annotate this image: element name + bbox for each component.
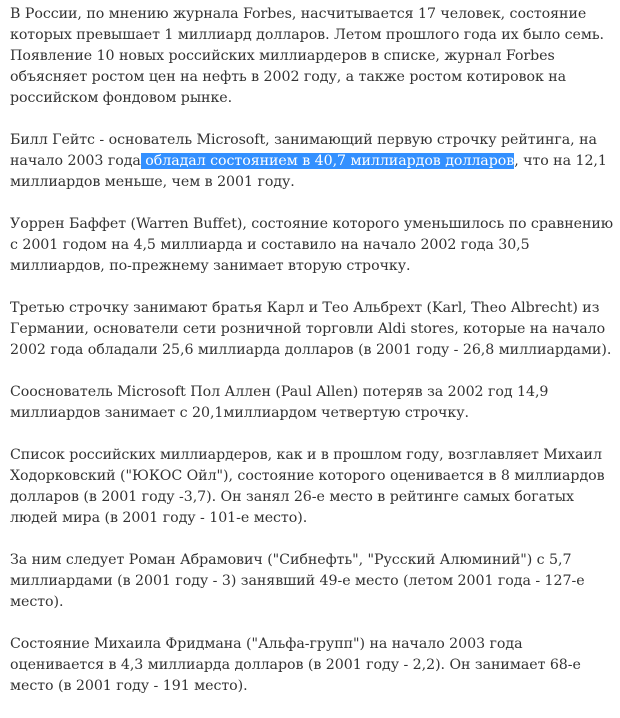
paragraph-paul-allen: Сооснователь Microsoft Пол Аллен (Paul Allen) потеряв за 2002 год 14,9 миллиардов занимает с 20,1миллиардом четвертую строчку. bbox=[10, 384, 549, 421]
paragraph-abramovich: За ним следует Роман Абрамович ("Сибнефть", "Русский Алюминий") с 5,7 миллиардами (в 2001 году - 3) занявший 49-е место (летом 2001 года - 127-е место). bbox=[10, 552, 585, 610]
paragraph-bill-gates bbox=[10, 130, 614, 193]
paragraph-albrecht: Третью строчку занимают братья Карл и Тео Альбрехт (Karl, Theo Albrecht) из Германии, основатели сети розничной торговли Aldi stores, которые на начало 2002 года обладали 25,6 миллиарда долларов (в 2001 году - 26,8 миллиардами). bbox=[10, 300, 612, 358]
paragraph-bill-gates-start: Билл Гейтс - основатель Microsoft, занимающий первую строчку рейтинга, на начало 2003 года bbox=[10, 132, 597, 169]
paragraph-russia-billionaires: В России, по мнению журнала Forbes, насчитывается 17 человек, состояние которых превышает 1 миллиард долларов. Летом прошлого года их было семь. Появление 10 новых российских миллиардеров в списке, журнал Forbes объясняет ростом цен на нефть в 2002 году, а также ростом котировок на российском фондовом рынке. bbox=[10, 6, 605, 106]
paragraph-khodorkovsky: Список российских миллиардеров, как и в прошлом году, возглавляет Михаил Ходорковский ("ЮКОС Ойл"), состояние которого оценивается в 8 миллиардов долларов (в 2001 году -3,7). Он занял 26-е место в рейтинге самых богатых людей мира (в 2001 году - 101-е место). bbox=[10, 447, 605, 526]
article-body bbox=[10, 4, 614, 718]
paragraph-warren-buffet: Уоррен Баффет (Warren Buffet), состояние которого уменьшилось по сравнению с 2001 годом на 4,5 миллиарда и составило на начало 2002 года 30,5 миллиардов, по-прежнему занимает вторую строчку. bbox=[10, 216, 614, 274]
selected-text[interactable]: обладал состоянием в 40,7 миллиардов долларов bbox=[140, 153, 515, 169]
paragraph-fridman: Состояние Михаила Фридмана ("Альфа-групп") на начало 2003 года оценивается в 4,3 миллиарда долларов (в 2001 году - 2,2). Он занимает 68-е место (в 2001 году - 191 место). bbox=[10, 636, 581, 694]
paragraph-bill-gates-end: , что на 12,1 миллиардов меньше, чем в 2001 году. bbox=[10, 153, 607, 190]
